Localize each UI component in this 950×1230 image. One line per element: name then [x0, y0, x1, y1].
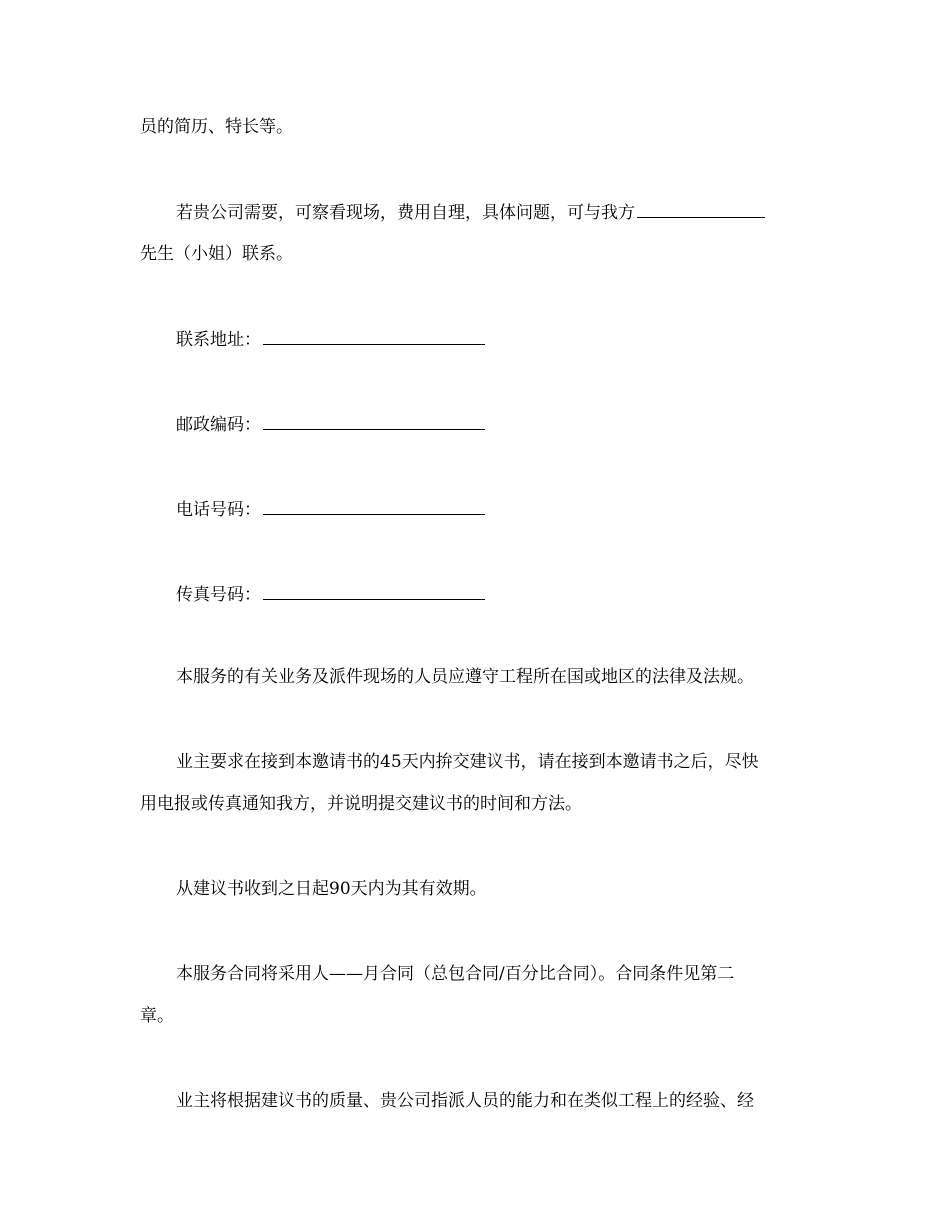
paragraph-validity-line — [176, 877, 487, 901]
address-row — [176, 327, 485, 352]
phone-label: 电话号码： — [176, 500, 261, 520]
postcode-label: 邮政编码： — [176, 415, 261, 435]
paragraph-contact-line — [140, 242, 293, 266]
text-resume: 员的简历、特长等。 — [140, 117, 293, 137]
text-contact: 先生（小姐）联系。 — [140, 244, 293, 264]
paragraph-contract-line-2 — [140, 1004, 174, 1028]
phone-blank[interactable] — [263, 497, 485, 515]
paragraph-evaluation-line — [176, 1089, 754, 1113]
paragraph-site-visit-line — [176, 200, 765, 225]
postcode-blank[interactable] — [263, 412, 485, 430]
address-blank[interactable] — [263, 327, 485, 345]
paragraph-laws-line — [176, 665, 754, 689]
paragraph-proposal-line-2 — [140, 792, 582, 816]
paragraph-proposal-line-1 — [176, 750, 759, 774]
postcode-row — [176, 412, 485, 437]
text-evaluation: 业主将根据建议书的质量、贵公司指派人员的能力和在类似工程上的经验、经 — [176, 1091, 754, 1111]
fax-blank[interactable] — [263, 582, 485, 600]
address-label: 联系地址： — [176, 330, 261, 350]
contact-person-blank[interactable] — [637, 200, 765, 218]
text-proposal-2: 用电报或传真通知我方，并说明提交建议书的时间和方法。 — [140, 794, 582, 814]
fax-row — [176, 582, 485, 607]
paragraph-resume-line — [140, 115, 293, 139]
fax-label: 传真号码： — [176, 585, 261, 605]
text-validity: 从建议书收到之日起90天内为其有效期。 — [176, 879, 487, 899]
paragraph-contract-line-1 — [176, 962, 734, 986]
text-contract-1: 本服务合同将采用人——月合同（总包合同/百分比合同）。合同条件见第二 — [176, 964, 735, 984]
text-site-visit: 若贵公司需要，可察看现场，费用自理，具体问题，可与我方 — [176, 203, 635, 223]
text-proposal-1: 业主要求在接到本邀请书的45天内拚交建议书，请在接到本邀请书之后，尽快 — [176, 752, 759, 772]
text-contract-2: 章。 — [140, 1006, 174, 1026]
text-laws: 本服务的有关业务及派件现场的人员应遵守工程所在国或地区的法律及法规。 — [176, 667, 754, 687]
phone-row — [176, 497, 485, 522]
